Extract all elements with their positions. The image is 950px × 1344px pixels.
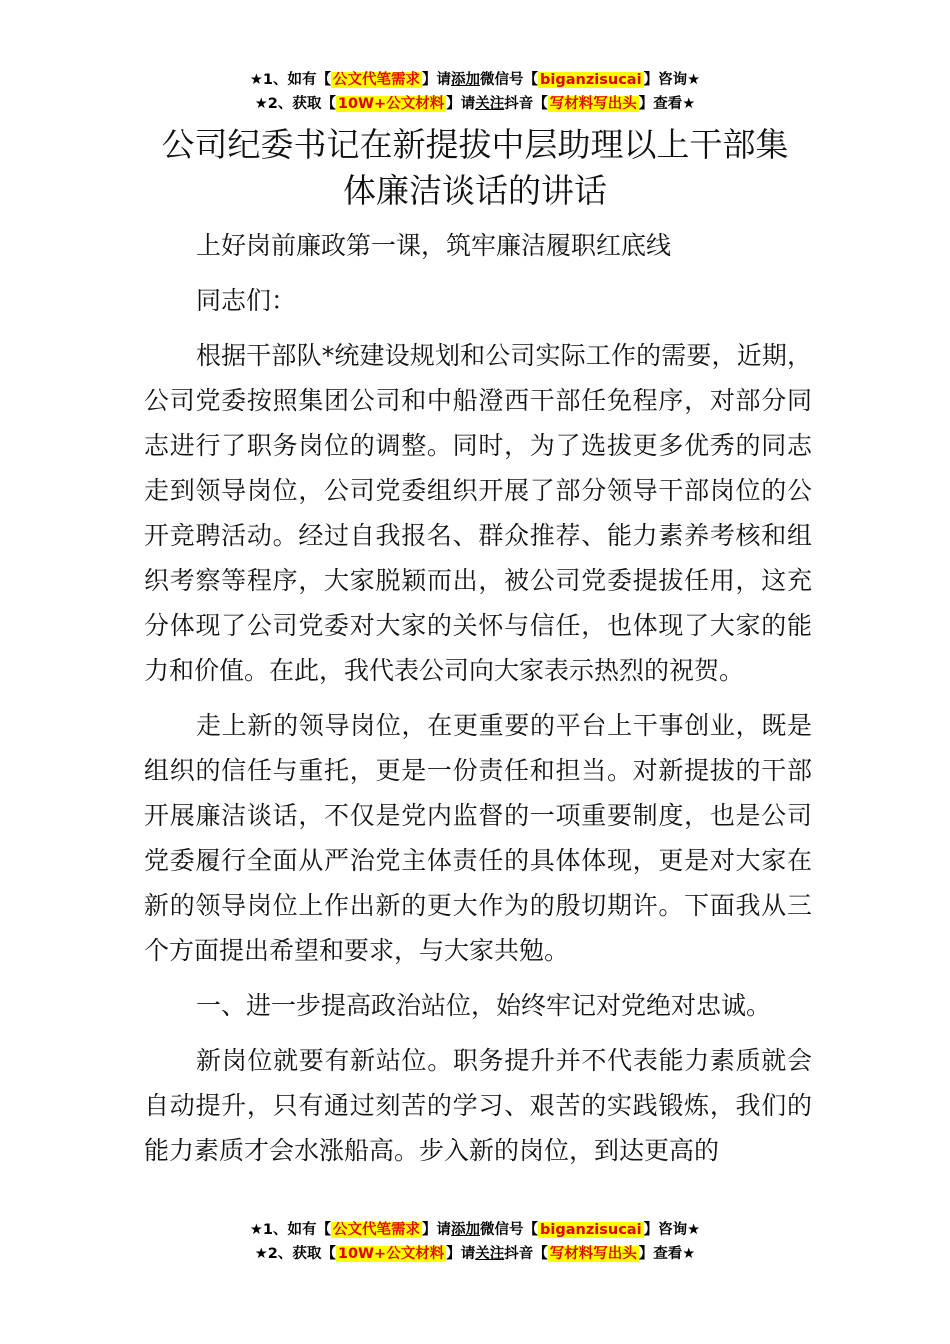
banner-underlined-text: 添加	[451, 1222, 481, 1238]
body-paragraph: 新岗位就要有新站位。职务提升并不代表能力素质就会自动提升，只有通过刻苦的学习、艰苦的实践锻炼，我们的能力素质才会水涨船高。步入新的岗位，到达更高的	[144, 1046, 812, 1165]
banner-line-1	[0, 1218, 950, 1242]
document-body	[144, 223, 812, 1183]
section-heading: 一、进一步提高政治站位，始终牢记对党绝对忠诚。	[196, 991, 772, 1020]
banner-text: 】咨询★	[643, 1222, 701, 1238]
greeting: 同志们：	[196, 286, 297, 315]
banner-underlined-text: 添加	[451, 72, 481, 88]
banner-highlight: 公文代笔需求	[333, 72, 421, 88]
banner-text: 】查看★	[638, 1246, 696, 1262]
banner-text: ★2、获取【	[254, 96, 336, 112]
top-banner	[0, 68, 950, 116]
banner-text: ★1、如有【	[249, 72, 332, 88]
banner-highlight: 10W+公文材料	[337, 96, 445, 112]
banner-text: 微信号【	[480, 72, 539, 88]
title-line-1: 公司纪委书记在新提拔中层助理以上干部集	[161, 125, 789, 164]
banner-underlined-text: 关注	[475, 96, 505, 112]
bottom-banner	[0, 1218, 950, 1266]
banner-highlight: 写材料写出头	[549, 1246, 637, 1262]
banner-line-2	[0, 92, 950, 116]
banner-highlight: 公文代笔需求	[333, 1222, 421, 1238]
banner-text: 抖音【	[504, 96, 548, 112]
banner-text: 】请	[422, 72, 452, 88]
document-title	[100, 122, 850, 214]
banner-highlight: 10W+公文材料	[337, 1246, 445, 1262]
title-line-2: 体廉洁谈话的讲话	[343, 171, 607, 210]
banner-highlight: biganzisucai	[540, 1222, 642, 1238]
banner-underlined-text: 关注	[475, 1246, 505, 1262]
banner-highlight: biganzisucai	[540, 72, 642, 88]
body-paragraph: 根据干部队*统建设规划和公司实际工作的需要，近期，公司党委按照集团公司和中船澄西干部任免程序，对部分同志进行了职务岗位的调整。同时，为了选拔更多优秀的同志走到领导岗位，公司党委组织开展了部分领导干部岗位的公开竞聘活动。经过自我报名、群众推荐、能力素养考核和组织考察等程序，大家脱颖而出，被公司党委提拔任用，这充分体现了公司党委对大家的关怀与信任，也体现了大家的能力和价值。在此，我代表公司向大家表示热烈的祝贺。	[144, 341, 812, 685]
banner-line-2	[0, 1242, 950, 1266]
banner-text: 】请	[446, 96, 476, 112]
banner-text: 】请	[422, 1222, 452, 1238]
body-paragraph: 走上新的领导岗位，在更重要的平台上干事创业，既是组织的信任与重托，更是一份责任和担当。对新提拔的干部开展廉洁谈话，不仅是党内监督的一项重要制度，也是公司党委履行全面从严治党主体责任的具体体现，更是对大家在新的领导岗位上作出新的更大作为的殷切期许。下面我从三个方面提出希望和要求，与大家共勉。	[144, 711, 812, 965]
banner-text: 抖音【	[504, 1246, 548, 1262]
banner-text: 】请	[446, 1246, 476, 1262]
document-subtitle: 上好岗前廉政第一课，筑牢廉洁履职红底线	[196, 231, 672, 260]
banner-text: ★1、如有【	[249, 1222, 332, 1238]
banner-text: 微信号【	[480, 1222, 539, 1238]
banner-line-1	[0, 68, 950, 92]
banner-text: 】查看★	[638, 96, 696, 112]
banner-text: 】咨询★	[643, 72, 701, 88]
banner-text: ★2、获取【	[254, 1246, 336, 1262]
banner-highlight: 写材料写出头	[549, 96, 637, 112]
